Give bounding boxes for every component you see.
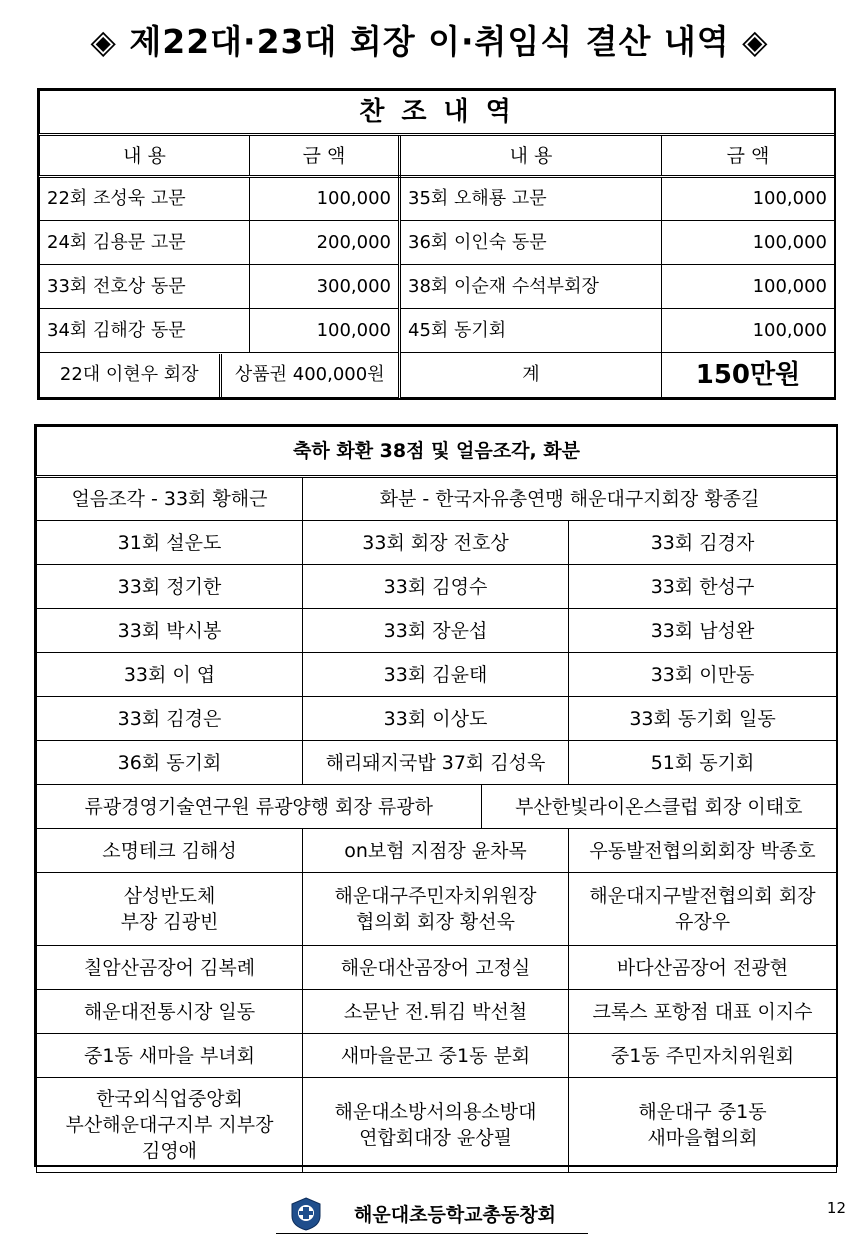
table-row xyxy=(37,653,837,697)
col-header-content: 내 용 xyxy=(40,135,250,177)
table-row xyxy=(40,309,835,353)
table-row xyxy=(40,265,835,309)
list-item: 칠암산곰장어 김복례 xyxy=(37,946,303,990)
table-row xyxy=(37,565,837,609)
donor-name: 33회 전호상 동문 xyxy=(40,265,250,309)
list-item: 소명테크 김해성 xyxy=(37,829,303,873)
list-item: 새마을문고 중1동 분회 xyxy=(303,1034,569,1078)
donor-name: 38회 이순재 수석부회장 xyxy=(400,265,662,309)
list-item: on보험 지점장 윤차목 xyxy=(303,829,569,873)
list-item: 우동발전협의회회장 박종호 xyxy=(569,829,837,873)
donor-name: 35회 오해룡 고문 xyxy=(400,177,662,221)
table-row xyxy=(37,785,837,829)
table-row xyxy=(37,609,837,653)
list-item: 삼성반도체 부장 김광빈 xyxy=(37,873,303,946)
page-title: ◈ 제22대·23대 회장 이·취임식 결산 내역 ◈ xyxy=(90,22,769,61)
table-row xyxy=(37,990,837,1034)
list-item: 33회 박시봉 xyxy=(37,609,303,653)
split-row-cell xyxy=(37,785,837,829)
list-item: 해운대소방서의용소방대 연합회대장 윤상필 xyxy=(303,1078,569,1173)
donor-name: 22회 조성욱 고문 xyxy=(40,177,250,221)
list-item: 33회 이만동 xyxy=(569,653,837,697)
list-item: 해운대전통시장 일동 xyxy=(37,990,303,1034)
list-item: 크록스 포항점 대표 이지수 xyxy=(569,990,837,1034)
list-item: 33회 김영수 xyxy=(303,565,569,609)
table-row xyxy=(37,521,837,565)
total-value: 150만원 xyxy=(662,353,835,398)
donor-name: 24회 김용문 고문 xyxy=(40,221,250,265)
list-item: 31회 설운도 xyxy=(37,521,303,565)
donor-amount: 100,000 xyxy=(250,177,400,221)
summary-row xyxy=(40,353,835,398)
list-item: 33회 김경자 xyxy=(569,521,837,565)
col-header-amount: 금 액 xyxy=(662,135,835,177)
list-item: 한국외식업중앙회 부산해운대구지부 지부장 김영애 xyxy=(37,1078,303,1173)
table-row xyxy=(37,741,837,785)
list-item: 소문난 전.튀김 박선철 xyxy=(303,990,569,1034)
gift-value: 상품권 400,000원 xyxy=(234,364,385,385)
col-header-content: 내 용 xyxy=(400,135,662,177)
list-item: 33회 한성구 xyxy=(569,565,837,609)
list-item: 33회 김경은 xyxy=(37,697,303,741)
footer-divider xyxy=(276,1233,588,1234)
table-row xyxy=(37,873,837,946)
table-row xyxy=(37,1034,837,1078)
list-item: 류광경영기술연구원 류광양행 회장 류광하 xyxy=(37,785,481,828)
list-item: 해운대산곰장어 고정실 xyxy=(303,946,569,990)
president-gift-cell xyxy=(40,353,400,398)
donor-name: 45회 동기회 xyxy=(400,309,662,353)
list-item: 33회 이상도 xyxy=(303,697,569,741)
donor-amount: 100,000 xyxy=(250,309,400,353)
donor-amount: 100,000 xyxy=(662,265,835,309)
list-item: 해운대구 중1동 새마을협의회 xyxy=(569,1078,837,1173)
flower-pot: 화분 - 한국자유총연맹 해운대구지회장 황종길 xyxy=(303,477,837,521)
list-item: 중1동 주민자치위원회 xyxy=(569,1034,837,1078)
list-item: 33회 회장 전호상 xyxy=(303,521,569,565)
list-item: 33회 장운섭 xyxy=(303,609,569,653)
page-number: 12 xyxy=(826,1199,846,1217)
donor-name: 36회 이인숙 동문 xyxy=(400,221,662,265)
table-row xyxy=(40,177,835,221)
donation-table xyxy=(37,88,836,400)
donor-amount: 300,000 xyxy=(250,265,400,309)
wreath-table xyxy=(34,424,838,1167)
donor-name: 34회 김해강 동문 xyxy=(40,309,250,353)
wreath-heading: 축하 화환 38점 및 얼음조각, 화분 xyxy=(37,427,837,477)
list-item: 33회 김윤태 xyxy=(303,653,569,697)
table-row xyxy=(37,946,837,990)
col-header-amount: 금 액 xyxy=(250,135,400,177)
donor-amount: 100,000 xyxy=(662,309,835,353)
donor-amount: 100,000 xyxy=(662,177,835,221)
list-item: 33회 이 엽 xyxy=(37,653,303,697)
list-item: 33회 정기한 xyxy=(37,565,303,609)
ice-sculpture: 얼음조각 - 33회 황해근 xyxy=(37,477,303,521)
list-item: 해리돼지국밥 37회 김성욱 xyxy=(303,741,569,785)
list-item: 해운대지구발전협의회 회장 유장우 xyxy=(569,873,837,946)
table-row xyxy=(37,697,837,741)
footer-org-name: 해운대초등학교총동창회 xyxy=(354,1204,556,1226)
table-row xyxy=(37,1078,837,1173)
table-row xyxy=(37,829,837,873)
donation-heading: 찬 조 내 역 xyxy=(40,91,835,135)
table-row xyxy=(37,477,837,521)
list-item: 33회 남성완 xyxy=(569,609,837,653)
total-label: 계 xyxy=(400,353,662,398)
list-item: 51회 동기회 xyxy=(569,741,837,785)
list-item: 36회 동기회 xyxy=(37,741,303,785)
school-emblem-icon xyxy=(288,1196,324,1232)
president-name: 22대 이현우 회장 xyxy=(40,354,220,397)
table-row xyxy=(40,221,835,265)
list-item: 바다산곰장어 전광현 xyxy=(569,946,837,990)
list-item: 중1동 새마을 부녀회 xyxy=(37,1034,303,1078)
list-item: 부산한빛라이온스클럽 회장 이태호 xyxy=(515,795,803,818)
donor-amount: 100,000 xyxy=(662,221,835,265)
donor-amount: 200,000 xyxy=(250,221,400,265)
list-item: 해운대구주민자치위원장 협의회 회장 황선욱 xyxy=(303,873,569,946)
list-item: 33회 동기회 일동 xyxy=(569,697,837,741)
